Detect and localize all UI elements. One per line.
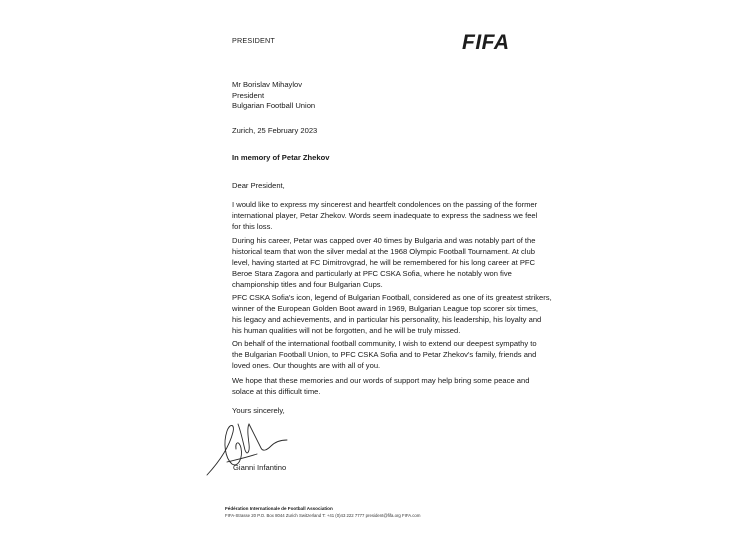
signer-name: Gianni Infantino	[233, 463, 287, 472]
body-paragraph	[232, 339, 537, 372]
body-paragraph	[232, 200, 537, 233]
body-paragraph	[232, 293, 552, 337]
paragraph-line: loved ones. Our thoughts are with all of you.	[232, 361, 381, 370]
paragraph-line: On behalf of the international football community, I wish to extend our deepest sympathy to	[232, 339, 537, 348]
salutation: Dear President,	[232, 181, 285, 190]
paragraph-line: solace at this difficult time.	[232, 387, 321, 396]
paragraph-line: During his career, Petar was capped over 40 times by Bulgaria and was notably part of the	[232, 236, 536, 245]
header-label: PRESIDENT	[232, 36, 275, 45]
paragraph-line: We hope that these memories and our words of support may help bring some peace and	[232, 376, 530, 385]
recipient-line: Bulgarian Football Union	[232, 101, 316, 110]
paragraph-line: championship titles and four Bulgarian Cups.	[232, 280, 383, 289]
recipient-line: President	[232, 90, 265, 100]
letter-date: Zurich, 25 February 2023	[232, 126, 318, 135]
paragraph-line: PFC CSKA Sofia's icon, legend of Bulgarian Football, considered as one of its greatest strikers,	[232, 293, 552, 302]
paragraph-line: historical team that won the silver medal at the 1968 Olympic Football Tournament. At club	[232, 247, 535, 256]
recipient-block	[232, 80, 315, 112]
footer-org: Fédération Internationale de Football Association	[225, 506, 333, 511]
body-paragraph	[232, 236, 536, 291]
paragraph-line: his legacy and achievements, and in particular his personality, his leadership, his loyalty and	[232, 315, 542, 324]
paragraph-line: international player, Petar Zhekov. Words seem inadequate to express the sadness we feel	[232, 211, 538, 220]
footer-address: FIFA-Strasse 20 P.O. Box 8044 Zurich Switzerland T: +41 (0)43 222 7777 president@fifa.org FIFA.com	[225, 513, 421, 518]
body-paragraph	[232, 376, 529, 398]
paragraph-line: his human qualities will not be forgotten, and he will be truly missed.	[232, 326, 461, 335]
letter-subject: In memory of Petar Zhekov	[232, 153, 330, 162]
paragraph-line: level, having started at FC Dimitrovgrad, he will be remembered for his long career at PFC	[232, 258, 536, 267]
paragraph-line: I would like to express my sincerest and heartfelt condolences on the passing of the former	[232, 200, 538, 209]
fifa-logo: FIFA	[462, 31, 510, 54]
closing: Yours sincerely,	[232, 406, 285, 415]
paragraph-line: Beroe Stara Zagora and particularly at PFC CSKA Sofia, where he notably won five	[232, 269, 512, 278]
paragraph-line: for this loss.	[232, 222, 273, 231]
recipient-line: Mr Borislav Mihaylov	[232, 80, 303, 89]
paragraph-line: the Bulgarian Football Union, to PFC CSKA Sofia and to Petar Zhekov's family, friends and	[232, 350, 537, 359]
paragraph-line: winner of the European Golden Boot award in 1969, Bulgarian League top scorer six times,	[232, 304, 539, 313]
